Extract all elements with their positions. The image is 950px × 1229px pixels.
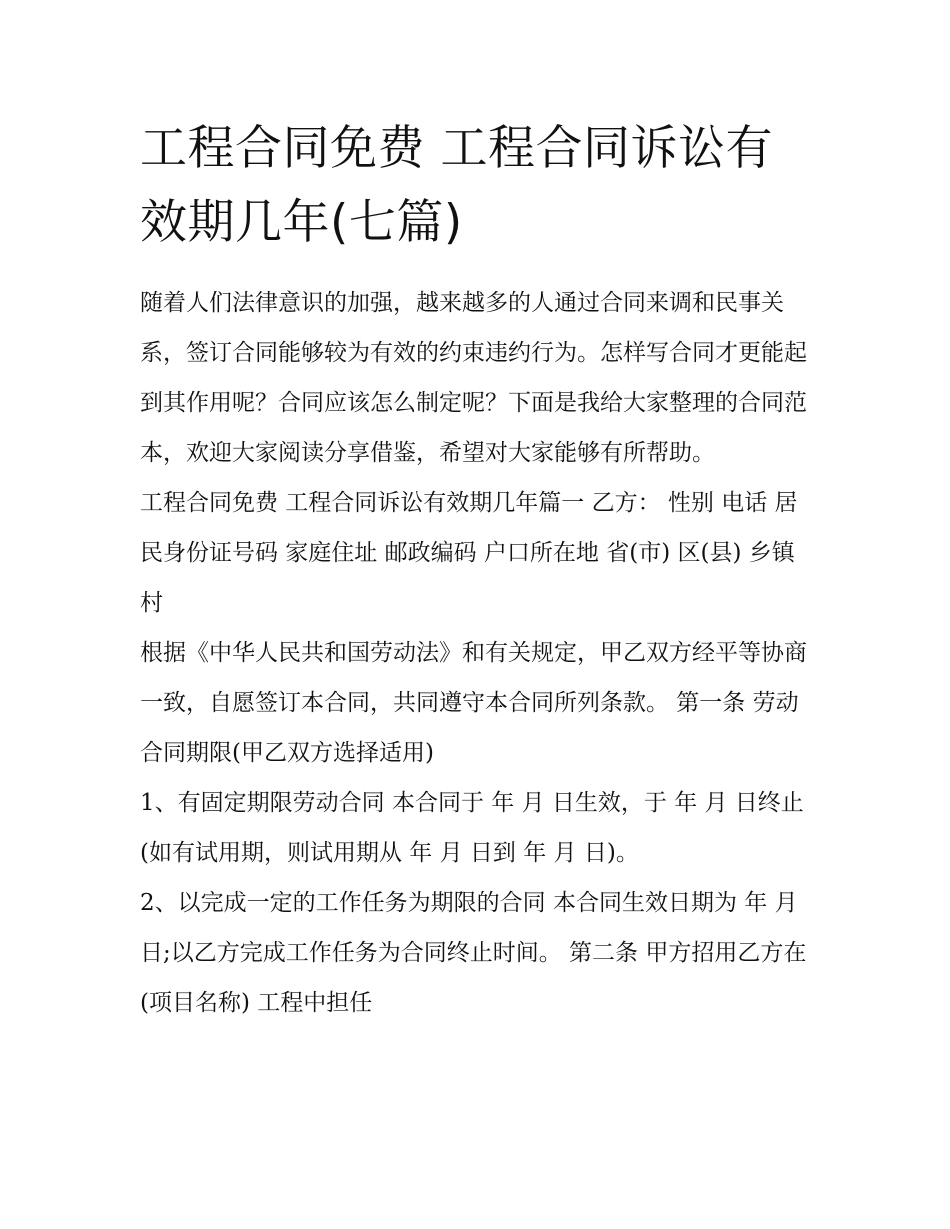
intro-paragraph: 随着人们法律意识的加强，越来越多的人通过合同来调和民事关系，签订合同能够较为有效的约束违约行为。怎样写合同才更能起到其作用呢？合同应该怎么制定呢？下面是我给大家整理的合同范本，欢迎大家阅读分享借鉴，希望对大家能够有所帮助。 [140, 290, 807, 466]
legal-basis-paragraph: 根据《中华人民共和国劳动法》和有关规定，甲乙双方经平等协商一致，自愿签订本合同，共同遵守本合同所列条款。 第一条 劳动合同期限(甲乙双方选择适用) [140, 640, 807, 766]
document-page [140, 112, 820, 1028]
clause-1-paragraph: 1、有固定期限劳动合同 本合同于 年 月 日生效，于 年 月 日终止(如有试用期，则试用期从 年 月 日到 年 月 日)。 [140, 790, 804, 866]
party-info-paragraph: 工程合同免费 工程合同诉讼有效期几年篇一 乙方： 性别 电话 居民身份证号码 家庭住址 邮政编码 户口所在地 省(市) 区(县) 乡镇 村 [140, 490, 798, 616]
document-title: 工程合同免费 工程合同诉讼有效期几年(七篇) [140, 121, 773, 250]
clause-2-paragraph: 2、以完成一定的工作任务为期限的合同 本合同生效日期为 年 月 日;以乙方完成工作任务为合同终止时间。 第二条 甲方招用乙方在 (项目名称) 工程中担任 [140, 890, 807, 1016]
